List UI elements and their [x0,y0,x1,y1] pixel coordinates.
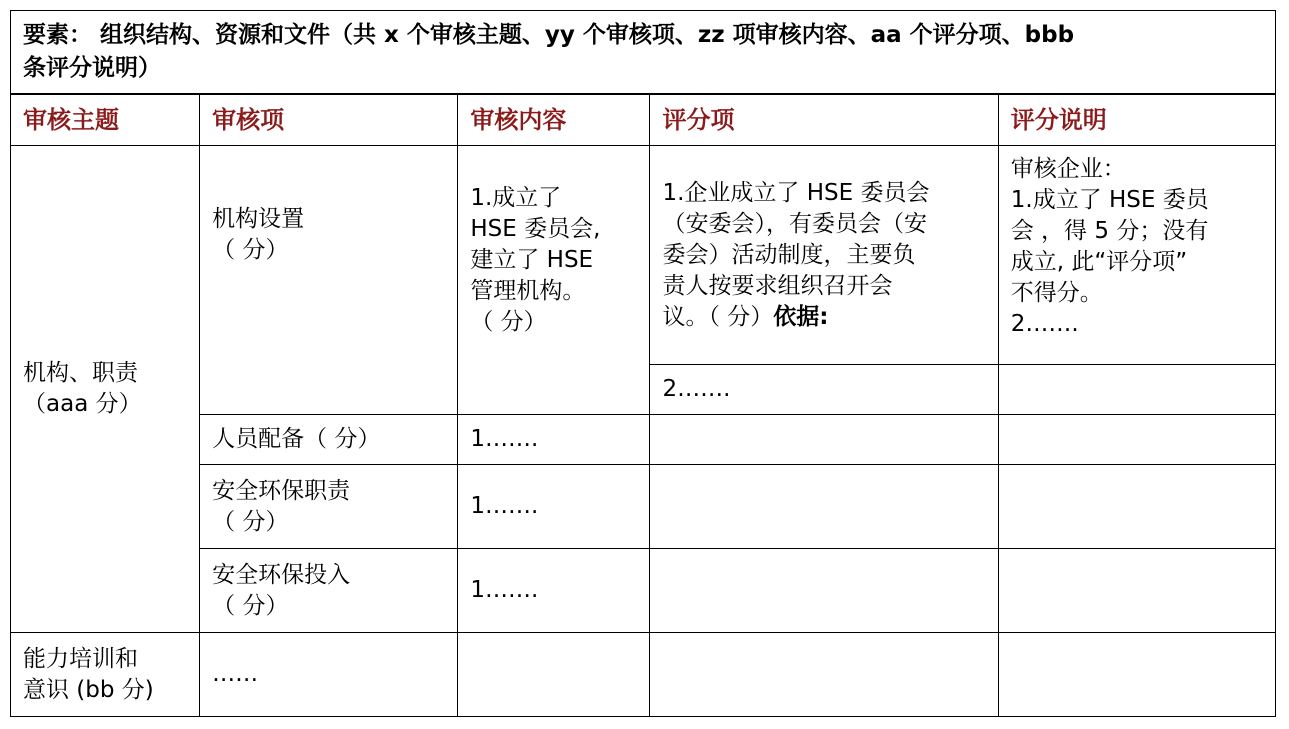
table-row [11,633,1276,717]
content-line: HSE 委员会, [470,215,601,242]
content-line: 建立了 HSE [470,246,594,273]
item-cell-org-setup [200,146,458,415]
item-label: 安全环保投入 [212,561,351,588]
score-cell-empty [650,415,998,465]
explanation-line: 2……. [1010,311,1079,337]
item-label: 安全环保职责 [212,477,351,504]
score-cell-empty [650,549,998,633]
content-cell-empty [458,633,650,717]
content-cell-staffing: 1……. [458,415,650,465]
content-line: 1.成立了 [470,184,562,211]
item-score: （ 分） [212,508,289,535]
basis-label: 依据: [773,303,829,330]
topic-cell-training [11,633,200,717]
explanation-line: 不得分。 [1010,280,1103,306]
audit-table [10,94,1276,717]
explanation-cell-empty [998,365,1275,415]
element-header [10,10,1276,94]
item-label: 机构设置 [212,206,305,232]
content-line: （ 分） [470,308,547,335]
item-score: （ 分） [212,237,289,263]
item-score: （ 分） [212,592,289,619]
score-line: 责人按要求组织召开会 [662,272,893,299]
explanation-cell-empty [998,415,1275,465]
score-cell-empty [650,633,998,717]
explanation-cell-empty [998,549,1275,633]
score-cell-empty [650,465,998,549]
score-text: 议。（ 分） [662,303,774,330]
score-line: 委会）活动制度，主要负 [662,241,916,268]
column-header-content: 审核内容 [458,95,650,146]
topic-label: 能力培训和 [23,645,138,672]
table-row [11,549,1276,633]
table-row [11,146,1276,365]
item-cell-duty [200,465,458,549]
column-header-item: 审核项 [200,95,458,146]
table-header-row [11,95,1276,146]
score-line: （安委会），有委员会（安 [662,210,927,237]
content-cell-org-setup [458,146,650,415]
column-header-topic: 审核主题 [11,95,200,146]
explanation-cell-empty [998,465,1275,549]
score-line: 1.企业成立了 HSE 委员会 [662,179,930,206]
table-row [11,415,1276,465]
item-cell-training: …… [200,633,458,717]
explanation-line: 审核企业： [1010,156,1126,182]
score-line-with-basis [662,302,989,333]
explanation-line: 成立, 此“评分项” [1010,249,1188,275]
explanation-cell-org-1 [998,146,1275,365]
content-cell-investment: 1……. [458,549,650,633]
topic-score: 意识 (bb 分) [23,676,154,703]
content-cell-duty: 1……. [458,465,650,549]
header-line-2: 条评分说明） [23,55,161,81]
item-cell-investment [200,549,458,633]
topic-label: 机构、职责 [23,360,138,386]
table-row [11,465,1276,549]
explanation-line: 会 ，得 5 分；没有 [1010,218,1209,244]
item-cell-staffing: 人员配备（ 分） [200,415,458,465]
column-header-score-explanation: 评分说明 [998,95,1275,146]
header-line-1: 要素： 组织结构、资源和文件（共 x 个审核主题、yy 个审核项、zz 项审核内容、aa 个评分项、bbb [23,22,1075,48]
column-header-score-item: 评分项 [650,95,998,146]
topic-cell-organization [11,146,200,633]
score-cell-org-2: 2……. [650,365,998,415]
explanation-cell-empty [998,633,1275,717]
content-line: 管理机构。 [470,277,586,304]
score-cell-org-1 [650,146,998,365]
topic-score: （aaa 分） [23,391,142,417]
explanation-line: 1.成立了 HSE 委员 [1010,187,1209,213]
